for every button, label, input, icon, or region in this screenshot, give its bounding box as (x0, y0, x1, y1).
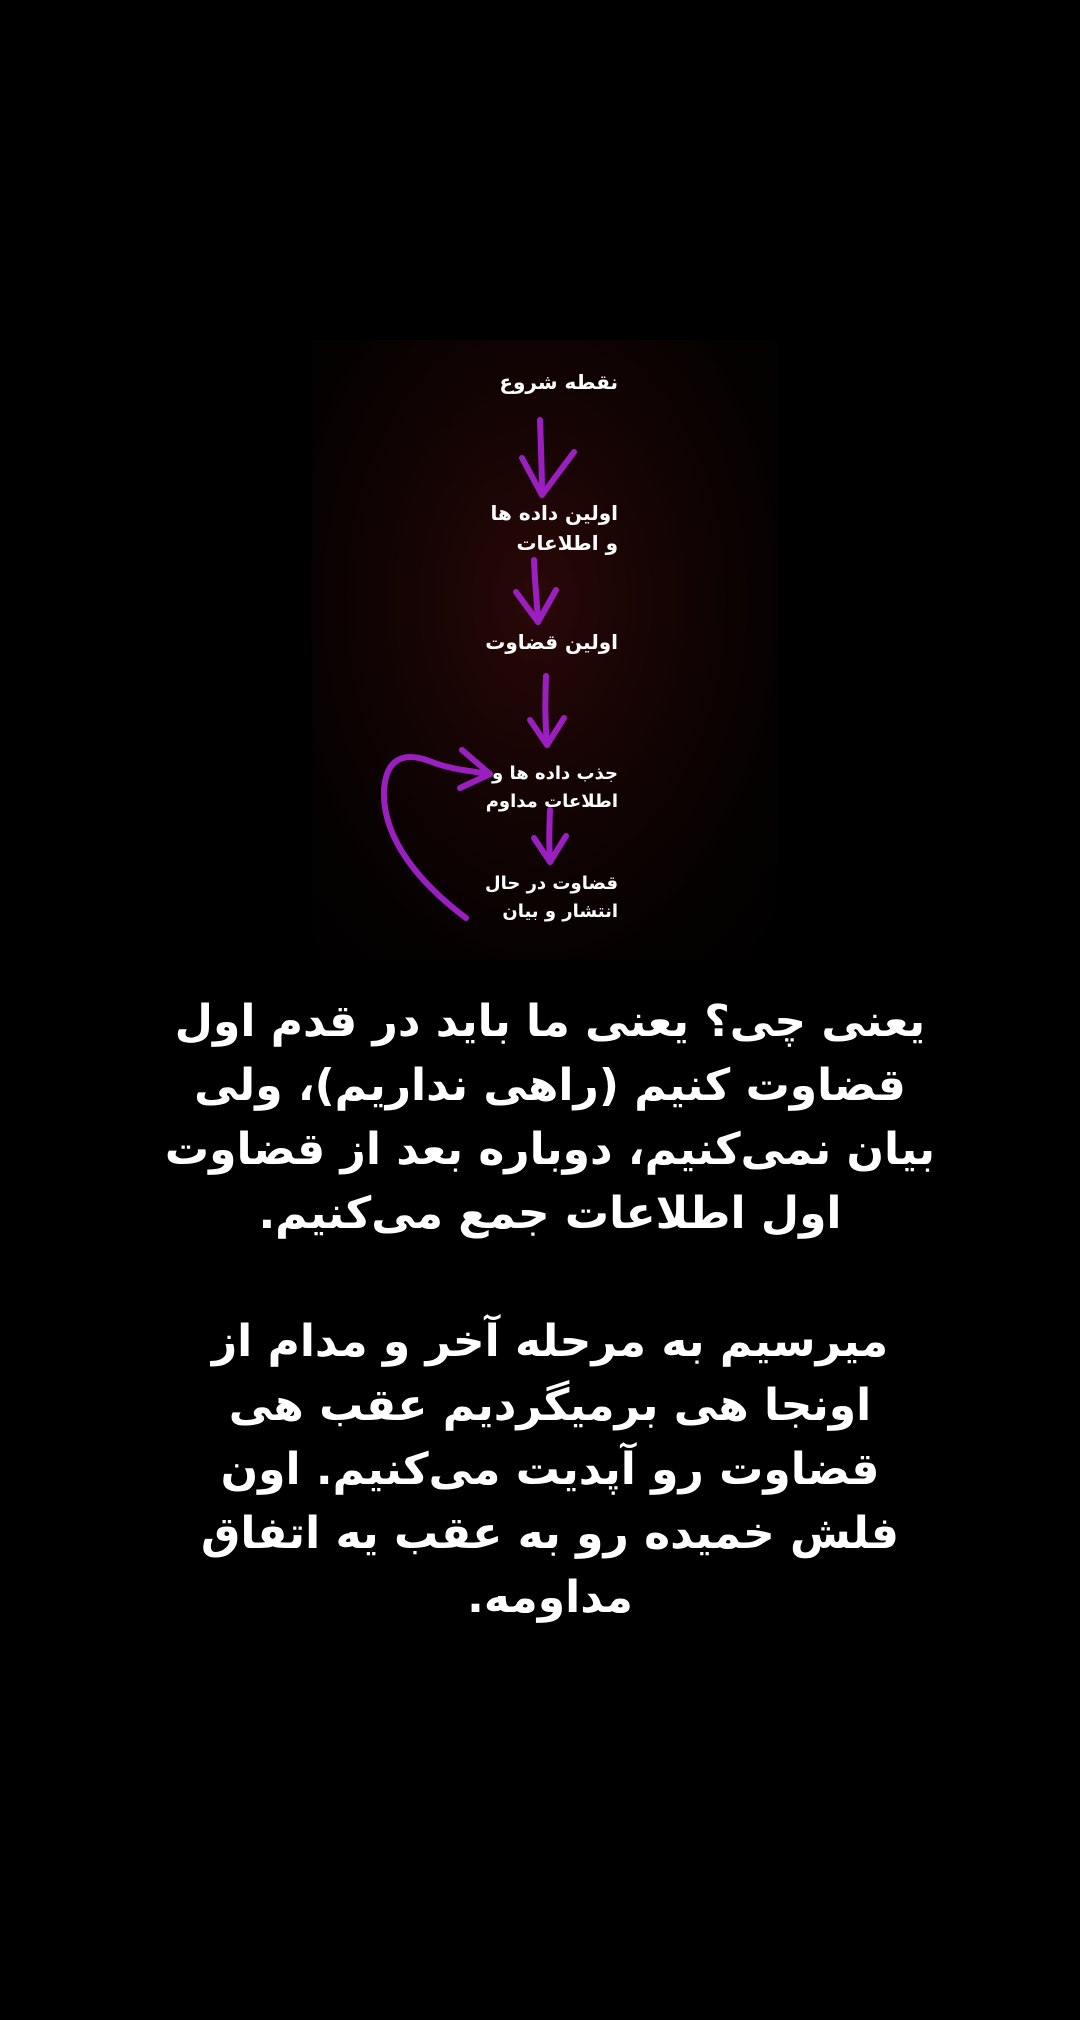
caption-paragraph-2: میرسیم به مرحله آخر و مدام از اونجا هی برمیگردیم عقب هی قضاوت رو آپدیت می‌کنیم. اون فلش خمیده رو به عقب یه اتفاق مداومه. (201, 1316, 899, 1623)
arrow-down-icon (540, 420, 542, 495)
arrow-down-icon (545, 676, 547, 745)
caption-text (160, 990, 940, 1694)
node-ongoing-judgment: قضاوت در حال انتشار و بیان (484, 873, 618, 922)
arrow-down-icon (549, 810, 550, 862)
node-first-data: اولین داده ها و اطلاعات (490, 501, 618, 555)
arrow-down-icon-head (522, 452, 574, 495)
caption-paragraph-1: یعنی چی؟ یعنی ما باید در قدم اول قضاوت کنیم (راهی نداریم)، ولی بیان نمی‌کنیم، دوباره بعد از قضاوت اول اطلاعات جمع می‌کنیم. (164, 996, 936, 1239)
node-start: نقطه شروع (499, 370, 618, 394)
node-first-judgment: اولین قضاوت (485, 630, 618, 654)
flow-diagram (312, 340, 778, 960)
node-continuous-data: جذب داده ها و اطلاعات مداوم (485, 763, 618, 812)
